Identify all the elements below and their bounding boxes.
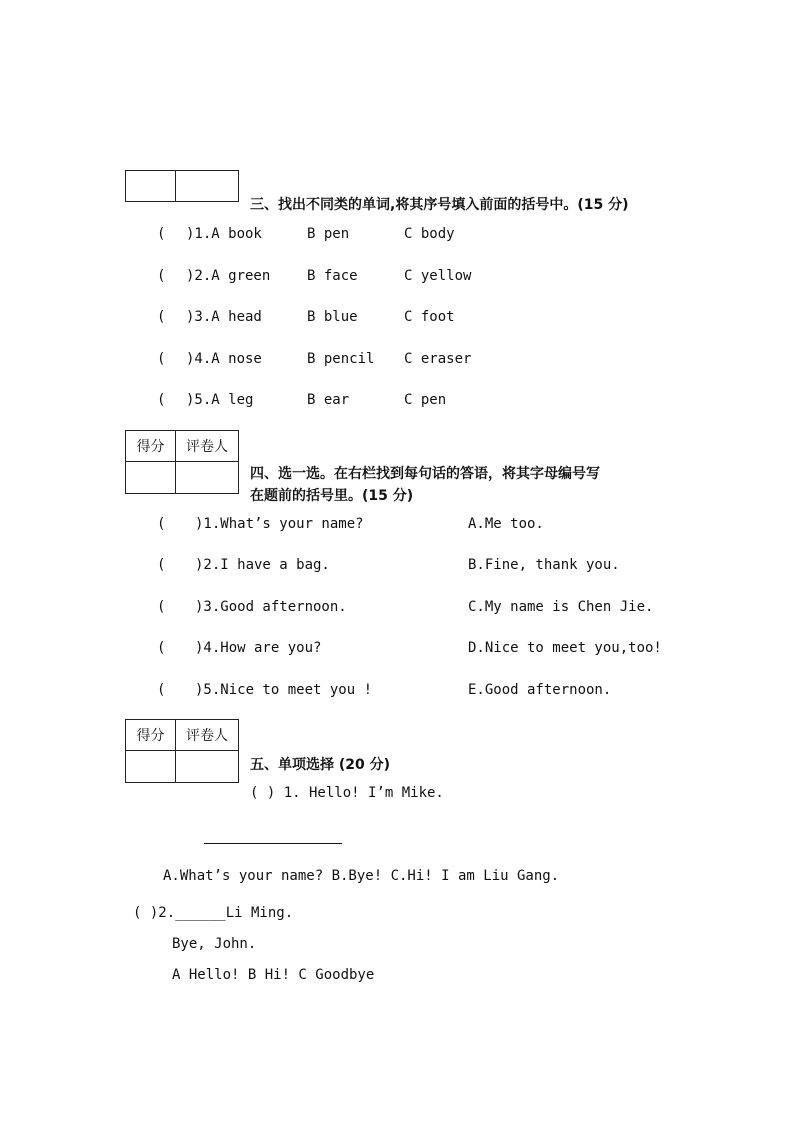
score-cell xyxy=(126,171,176,202)
option-a: )2.A green xyxy=(186,268,271,284)
option-a: )1.A book xyxy=(186,226,262,242)
question-2-reply: Bye, John. xyxy=(172,936,257,952)
question-1-stem: ( ) 1. Hello! I’m Mike. xyxy=(250,785,444,801)
option-c: C body xyxy=(404,226,455,242)
section4-title-line1: 四、选一选。在右栏找到每句话的答语，将其字母编号写 xyxy=(250,466,600,482)
answer-paren: ( xyxy=(157,309,166,325)
answer-option: D.Nice to meet you,too! xyxy=(468,640,662,656)
answer-paren: ( xyxy=(157,682,166,698)
grader-cell xyxy=(176,462,239,494)
option-b: B ear xyxy=(307,392,350,408)
option-a: )5.A leg xyxy=(186,392,254,408)
answer-paren: ( xyxy=(157,226,166,242)
grader-label: 评卷人 xyxy=(176,720,239,751)
answer-paren: ( xyxy=(157,351,166,367)
option-b: B face xyxy=(307,268,358,284)
answer-option: A.Me too. xyxy=(468,516,544,532)
grader-label: 评卷人 xyxy=(176,431,239,462)
grader-cell xyxy=(176,751,239,783)
answer-option: B.Fine, thank you. xyxy=(468,557,620,573)
option-b: B pen xyxy=(307,226,350,242)
question-text: )4.How are you? xyxy=(195,640,322,656)
question-2-options: A Hello! B Hi! C Goodbye xyxy=(172,967,375,983)
option-b: B blue xyxy=(307,309,358,325)
score-label: 得分 xyxy=(126,720,176,751)
option-c: C foot xyxy=(404,309,455,325)
answer-paren: ( xyxy=(157,640,166,656)
score-box-section4 xyxy=(125,430,239,494)
option-a: )4.A nose xyxy=(186,351,262,367)
question-text: )3.Good afternoon. xyxy=(195,599,347,615)
answer-paren: ( xyxy=(157,599,166,615)
option-c: C yellow xyxy=(404,268,472,284)
answer-blank-line xyxy=(204,843,342,844)
question-text: )1.What’s your name? xyxy=(195,516,364,532)
score-label: 得分 xyxy=(126,431,176,462)
option-c: C eraser xyxy=(404,351,472,367)
question-2-stem: ( )2.______Li Ming. xyxy=(133,905,294,921)
option-c: C pen xyxy=(404,392,447,408)
section4-title-line2: 在题前的括号里。(15 分) xyxy=(250,488,414,504)
score-box-section5 xyxy=(125,719,239,783)
grader-cell xyxy=(176,171,239,202)
question-1-options: A.What’s your name? B.Bye! C.Hi! I am Liu Gang. xyxy=(163,868,560,884)
question-text: )5.Nice to meet you ! xyxy=(195,682,373,698)
section3-title: 三、找出不同类的单词,将其序号填入前面的括号中。(15 分) xyxy=(250,197,629,213)
score-cell xyxy=(126,751,176,783)
option-b: B pencil xyxy=(307,351,375,367)
option-a: )3.A head xyxy=(186,309,262,325)
answer-option: C.My name is Chen Jie. xyxy=(468,599,654,615)
answer-paren: ( xyxy=(157,516,166,532)
answer-option: E.Good afternoon. xyxy=(468,682,612,698)
answer-paren: ( xyxy=(157,557,166,573)
score-box-section3 xyxy=(125,170,239,202)
answer-paren: ( xyxy=(157,392,166,408)
section5-title: 五、单项选择 (20 分) xyxy=(250,757,391,773)
score-cell xyxy=(126,462,176,494)
question-text: )2.I have a bag. xyxy=(195,557,330,573)
answer-paren: ( xyxy=(157,268,166,284)
